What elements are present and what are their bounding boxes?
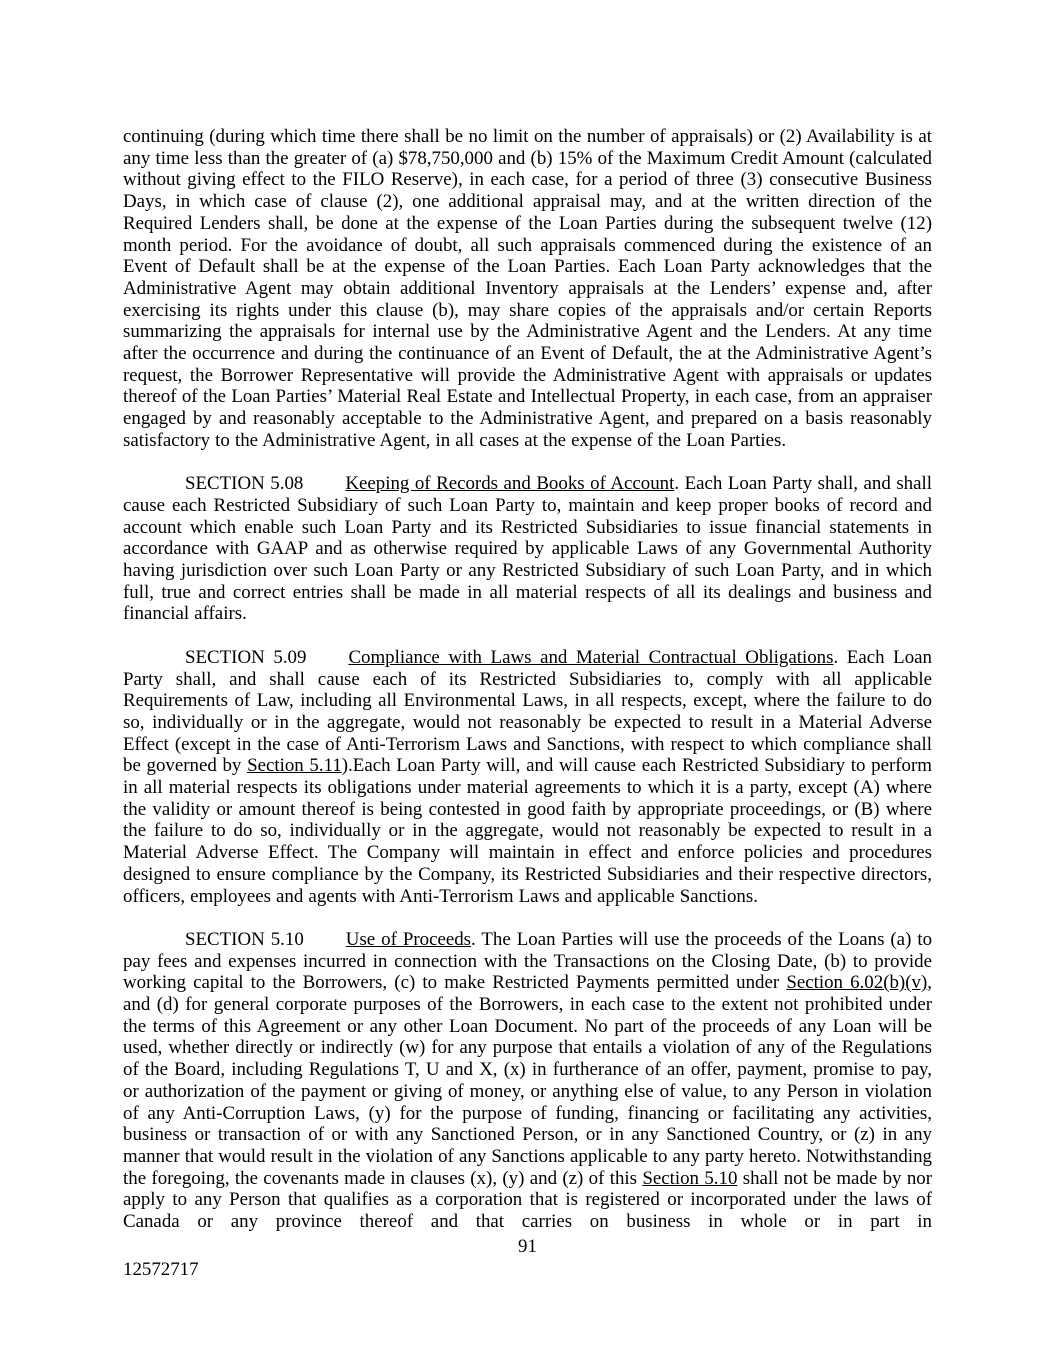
cross-reference: Section 6.02(b)(v) <box>786 972 928 994</box>
text-run: . Each Loan Party shall, and shall cause each Restricted Subsidiary of such Loan Party to, maintain and keep proper books of record and account which enable such Loan Party and its Restricted Subsidiaries to issue financial statements in accordance with GAAP and as otherwise required by applicable Laws of any Governmental Authority having jurisdiction over such Loan Party or any Restricted Subsidiary of such Loan Party, and in which full, true and correct entries shall be made in all material respects of all its dealings and business and financial affairs. <box>123 473 933 625</box>
text-run: continuing (during which time there shall be no limit on the number of appraisals) or (2) Availability is at any time less than the greater of (a) $78,750,000 and (b) 15% of the Maximum Credit Amount (calculated without giving effect to the FILO Reserve), in each case, for a period of three (3) consecutive Business Days, in which case of clause (2), one additional appraisal may, and at the written direction of the Required Lenders shall, be done at the expense of the Loan Parties during the subsequent twelve (12) month period. For the avoidance of doubt, all such appraisals commenced during the existence of an Event of Default shall be at the expense of the Loan Parties. Each Loan Party acknowledges that the Administrative Agent may obtain additional Inventory appraisals at the Lenders’ expense and, after exercising its rights under this clause (b), may share copies of the appraisals and/or certain Reports summarizing the appraisals for internal use by the Administrative Agent and the Lenders. At any time after the occurrence and during the continuance of an Event of Default, the at the Administrative Agent’s request, the Borrower Representative will provide the Administrative Agent with appraisals or updates thereof of the Loan Parties’ Material Real Estate and Intellectual Property, in each case, from an appraiser engaged by and reasonably acceptable to the Administrative Agent, and prepared on a basis reasonably satisfactory to the Administrative Agent, in all cases at the expense of the Loan Parties. <box>123 126 932 451</box>
section-number: SECTION 5.08 <box>185 473 304 495</box>
section-heading: Keeping of Records and Books of Account <box>345 473 675 495</box>
section-5-10-paragraph <box>123 929 932 1233</box>
text-run: ).Each Loan Party will, and will cause each Restricted Subsidiary to perform in all material respects its obligations under material agreements to which it is a party, except (A) where the validity or amount thereof is being contested in good faith by appropriate proceedings, or (B) where the failure to do so, individually or in the aggregate, would not reasonably be expected to result in a Material Adverse Effect. The Company will maintain in effect and enforce policies and procedures designed to ensure compliance by the Company, its Restricted Subsidiaries and their respective directors, officers, employees and agents with Anti-Terrorism Laws and applicable Sanctions. <box>123 755 932 907</box>
section-number: SECTION 5.10 <box>185 928 304 950</box>
document-id: 12572717 <box>123 1259 199 1280</box>
paragraph-continuation <box>123 126 932 452</box>
section-5-09-paragraph <box>123 647 932 907</box>
text-run: . The Loan Parties will use the proceeds of the Loans (a) to pay fees and expenses incurred in connection with the Transactions on the Closing Date, (b) to provide working capital to the Borrowers, (c) to make Restricted Payments permitted under <box>123 928 933 994</box>
text-run: , and (d) for general corporate purposes of the Borrowers, in each case to the extent not prohibited under the terms of this Agreement or any other Loan Document. No part of the proceeds of any Loan will be used, whether directly or indirectly (w) for any purpose that entails a violation of any of the Regulations of the Board, including Regulations T, U and X, (x) in furtherance of an offer, payment, promise to pay, or authorization of the payment or giving of money, or anything else of value, to any Person in violation of any Anti-Corruption Laws, (y) for the purpose of funding, financing or facilitating any activities, business or transaction of or with any Sanctioned Person, or in any Sanctioned Country, or (z) in any manner that would result in the violation of any Sanctions applicable to any party hereto. Notwithstanding the foregoing, the covenants made in clauses (x), (y) and (z) of this <box>123 972 932 1189</box>
cross-reference: Section 5.10 <box>642 1167 738 1189</box>
section-number: SECTION 5.09 <box>185 646 307 668</box>
section-heading: Use of Proceeds <box>345 928 472 950</box>
page-body <box>123 126 932 1233</box>
section-5-08-paragraph <box>123 473 932 625</box>
text-run: shall not be made by nor apply to any Person that qualifies as a corporation that is registered or incorporated under the laws of Canada or any province thereof and that carries on business in whole or in part in <box>123 1167 933 1233</box>
text-run: . Each Loan Party shall, and shall cause each of its Restricted Subsidiaries to, comply with all applicable Requirements of Law, including all Environmental Laws, in all respects, except, where the failure to do so, individually or in the aggregate, would not reasonably be expected to result in a Material Adverse Effect (except in the case of Anti-Terrorism Laws and Sanctions, with respect to which compliance shall be governed by <box>123 646 932 777</box>
page-number: 91 <box>518 1236 537 1257</box>
section-heading: Compliance with Laws and Material Contractual Obligations <box>348 646 834 668</box>
cross-reference: Section 5.11 <box>247 755 342 777</box>
